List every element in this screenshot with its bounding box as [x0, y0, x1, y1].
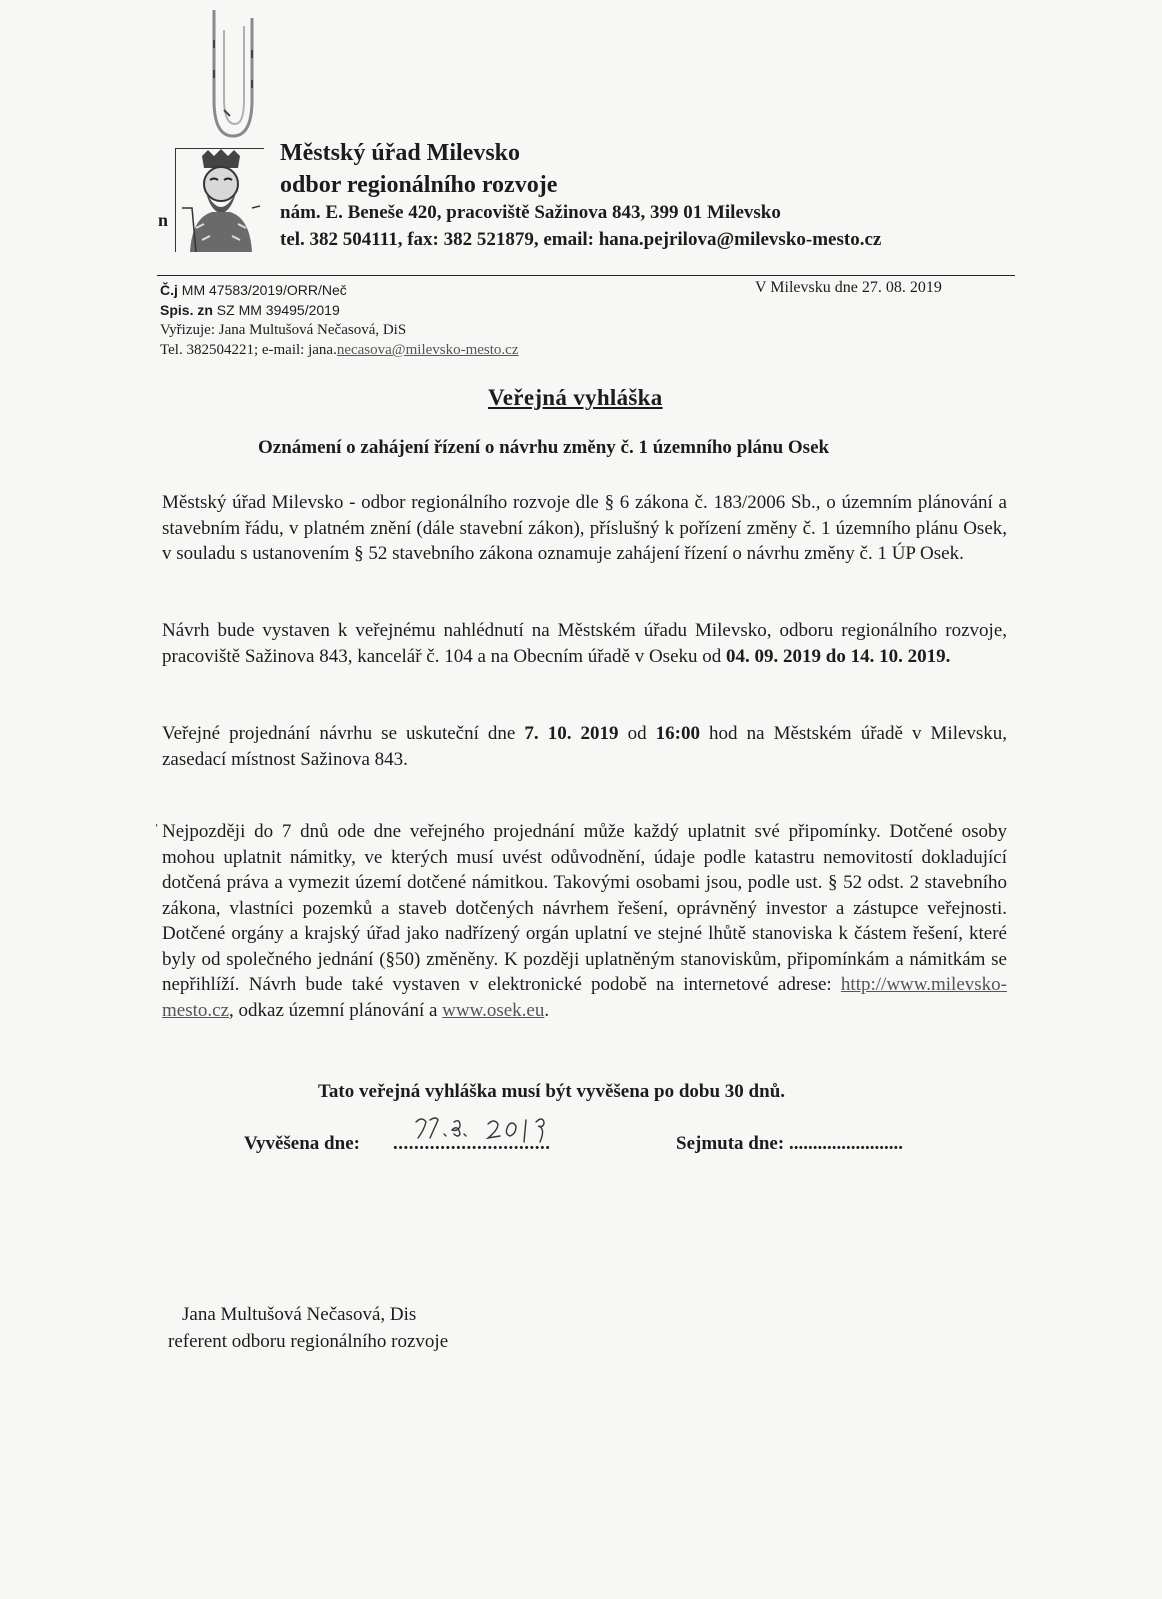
paragraph-exhibition: [162, 618, 1007, 669]
stray-letter: n: [158, 210, 169, 230]
office-address: nám. E. Beneše 420, pracoviště Sažinova 843, 399 01 Milevsko: [280, 202, 781, 223]
office-contact: tel. 382 504111, fax: 382 521879, email: hana.pejrilova@milevsko-mesto.cz: [280, 229, 882, 250]
posted-dots: ..............................: [393, 1133, 551, 1154]
spis-label: Spis. zn: [160, 302, 213, 318]
signature-name: Jana Multušová Nečasová, Dis: [182, 1304, 417, 1325]
hearing-text-before: Veřejné projednání návrhu se uskuteční dne: [162, 723, 516, 744]
paragraph-comments: [162, 819, 1007, 1023]
reference-cj: [160, 282, 347, 300]
cj-label: Č.j: [160, 282, 178, 298]
email-link[interactable]: necasova@milevsko-mesto.cz: [336, 342, 519, 358]
hearing-date: 7. 10. 2019: [524, 723, 619, 744]
handwritten-date-image: [410, 1108, 570, 1148]
exhibition-period: 04. 09. 2019 do 14. 10. 2019.: [726, 645, 951, 667]
office-name: Městský úřad Milevsko: [280, 140, 520, 166]
paragraph-intro: Městský úřad Milevsko - odbor regionálního rozvoje dle § 6 zákona č. 183/2006 Sb., o územním plánování a stavebním řádu, v platném znění (dále stavební zákon), příslušný k pořízení změny č. 1 územního plánu Osek, v souladu s ustanovením § 52 stavebního zákona oznamuje zahájení řízení o návrhu změny č. 1 ÚP Osek.: [162, 492, 1007, 564]
reference-contact: [160, 342, 519, 359]
reference-spis: [160, 302, 340, 320]
city-crest-icon: [182, 148, 260, 252]
paragraph-hearing: [162, 721, 1007, 772]
hearing-text-after: hod na Městském úřadě v Milevsku, zasedací místnost Sažinova 843.: [162, 723, 1008, 770]
header-divider: [157, 275, 1015, 276]
reference-tel: Tel. 382504221; e-mail: jana.: [160, 342, 337, 358]
comments-text: Nejpozději do 7 dnů ode dne veřejného projednání může každý uplatnit své připomínky. Dotčené osoby mohou uplatnit námitky, ve kterých musí uvést odůvodnění, údaje podle katastru nemovitostí dokladující dotčená práva a vymezit území dotčené námitkou. Takovými osobami jsou, podle ust. § 52 odst. 2 stavebního zákona, vlastníci pozemků a staveb dotčených návrhem řešení, oprávněný investor a zástupce veřejnosti. Dotčené orgány a krajský úřad jako nadřízený orgán uplatní ve stejné lhůtě stanoviska k částem řešení, které byly od společného jednání (§50) změněny. K později uplatněným stanoviskům, připomínkám a námitkám se nepřihlíží. Návrh bude také vystaven v elektronické podobě na internetové adrese:: [162, 821, 1007, 995]
paper-clip-image: [200, 0, 266, 146]
page-subtitle: Oznámení o zahájení řízení o návrhu změny č. 1 územního plánu Osek: [258, 437, 830, 458]
place-date: V Milevsku dne 27. 08. 2019: [755, 279, 942, 296]
signature-role: referent odboru regionálního rozvoje: [168, 1331, 449, 1352]
milevsko-link[interactable]: http://www.milevsko-mesto.cz: [162, 974, 1007, 1021]
hearing-time: 16:00: [655, 723, 700, 744]
hearing-text-middle: od: [627, 723, 647, 744]
posting-notice: Tato veřejná vyhláška musí být vyvěšena po dobu 30 dnů.: [318, 1081, 786, 1102]
posted-label: Vyvěšena dne:: [244, 1133, 360, 1154]
exhibition-text: Návrh bude vystaven k veřejnému nahlédnutí na Městském úřadu Milevsko, odboru regionálního rozvoje, pracoviště Sažinova 843, kancelář č. 104 a na Obecním úřadě v Oseku od: [162, 620, 1007, 667]
margin-tick: ˈ: [154, 822, 160, 839]
comments-text-end: .: [544, 999, 550, 1021]
osek-link[interactable]: www.osek.eu: [442, 999, 545, 1021]
spis-value: SZ MM 39495/2019: [216, 302, 340, 318]
reference-handler: Vyřizuje: Jana Multušová Nečasová, DiS: [160, 322, 407, 338]
department-name: odbor regionálního rozvoje: [280, 172, 558, 198]
page-title: Veřejná vyhláška: [488, 385, 663, 410]
comments-text-middle: , odkaz územní plánování a: [229, 999, 438, 1021]
cj-value: MM 47583/2019/ORR/Neč: [181, 282, 347, 298]
removed-label: Sejmuta dne: ........................: [676, 1133, 903, 1154]
